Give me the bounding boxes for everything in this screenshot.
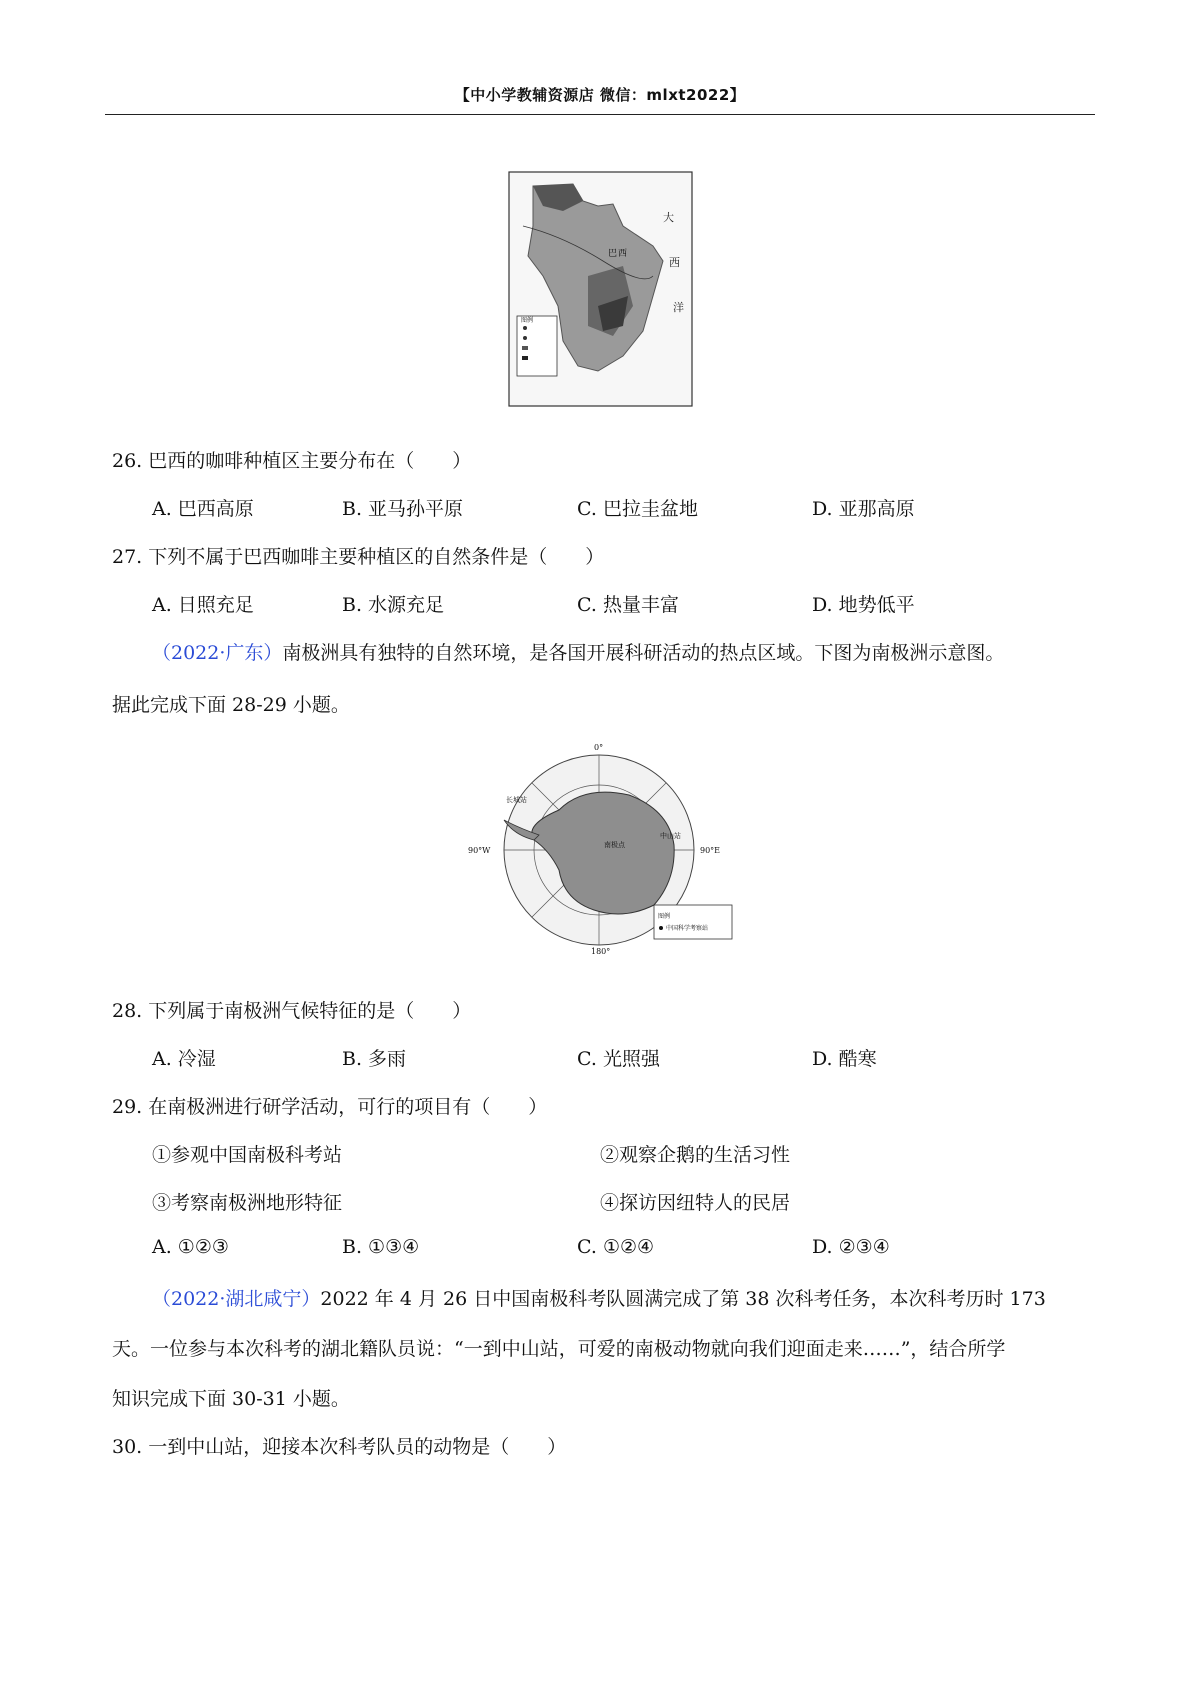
- q29-item-3: ③考察南极洲地形特征: [152, 1192, 343, 1214]
- map-legend-title: 图例: [658, 913, 671, 920]
- q26-option-c: C. 巴拉圭盆地: [577, 498, 698, 520]
- map-legend-title: 图例: [521, 317, 534, 324]
- q26-option-d: D. 亚那高原: [812, 498, 915, 520]
- q26-option-b: B. 亚马孙平原: [342, 498, 464, 520]
- q29-option-a: A. ①②③: [152, 1236, 229, 1258]
- map-label-180: 180°: [591, 947, 611, 956]
- passage-1-line-2: 据此完成下面 28-29 小题。: [112, 694, 350, 716]
- q28-option-a: A. 冷湿: [152, 1048, 216, 1070]
- question-29-stem: 29. 在南极洲进行研学活动，可行的项目有（ ）: [112, 1096, 548, 1118]
- q29-item-1: ①参观中国南极科考站: [152, 1144, 343, 1166]
- q29-item-2: ②观察企鹅的生活习性: [600, 1144, 791, 1166]
- map-legend-station: 中国科学考察站: [666, 925, 709, 932]
- header-divider: [105, 114, 1095, 115]
- q29-option-b: B. ①③④: [342, 1236, 420, 1258]
- q27-option-b: B. 水源充足: [342, 594, 445, 616]
- q29-option-d: D. ②③④: [812, 1236, 890, 1258]
- question-28-stem: 28. 下列属于南极洲气候特征的是（ ）: [112, 1000, 472, 1022]
- q28-option-c: C. 光照强: [577, 1048, 660, 1070]
- q29-item-4: ④探访因纽特人的民居: [600, 1192, 791, 1214]
- map-label-zhongshan-station: 中山站: [660, 832, 681, 840]
- map-label-changcheng-station: 长城站: [506, 796, 527, 804]
- question-27-stem: 27. 下列不属于巴西咖啡主要种植区的自然条件是（ ）: [112, 546, 605, 568]
- q27-option-a: A. 日照充足: [152, 594, 254, 616]
- map-label-xi2: 西: [618, 249, 628, 259]
- passage-2-line-2: 天。一位参与本次科考的湖北籍队员说：“一到中山站，可爱的南极动物就向我们迎面走来……”，结合所学: [112, 1338, 1006, 1360]
- brazil-map-figure: [503, 166, 698, 412]
- antarctica-map-figure: [464, 740, 736, 958]
- map-label-ba: 巴: [608, 249, 618, 259]
- q28-option-b: B. 多雨: [342, 1048, 407, 1070]
- q29-option-c: C. ①②④: [577, 1236, 655, 1258]
- map-label-0deg: 0°: [594, 743, 604, 752]
- map-label-south-pole: 南极点: [604, 841, 625, 849]
- passage-2-line-1: [152, 1284, 1046, 1311]
- q27-option-c: C. 热量丰富: [577, 594, 679, 616]
- passage-2-source: （2022·湖北咸宁）: [152, 1288, 321, 1310]
- map-label-90e: 90°E: [700, 846, 721, 855]
- passage-1-source: （2022·广东）: [152, 642, 283, 664]
- map-label-90w: 90°W: [468, 846, 491, 855]
- passage-2-text-1: 2022 年 4 月 26 日中国南极科考队圆满完成了第 38 次科考任务，本次科考历时 173: [320, 1288, 1046, 1310]
- q27-option-d: D. 地势低平: [812, 594, 915, 616]
- map-label-yang: 洋: [673, 301, 684, 314]
- passage-2-line-3: 知识完成下面 30-31 小题。: [112, 1388, 350, 1410]
- map-label-xi: 西: [669, 256, 680, 269]
- page-header: 【中小学教辅资源店 微信：mlxt2022】: [454, 86, 746, 104]
- q28-option-d: D. 酷寒: [812, 1048, 877, 1070]
- q26-option-a: A. 巴西高原: [152, 498, 254, 520]
- question-26-stem: 26. 巴西的咖啡种植区主要分布在（ ）: [112, 450, 472, 472]
- passage-1-text: 南极洲具有独特的自然环境，是各国开展科研活动的热点区域。下图为南极洲示意图。: [282, 642, 1005, 664]
- passage-1-line-1: [152, 638, 1004, 665]
- map-label-da: 大: [663, 211, 674, 224]
- question-30-stem: 30. 一到中山站，迎接本次科考队员的动物是（ ）: [112, 1436, 567, 1458]
